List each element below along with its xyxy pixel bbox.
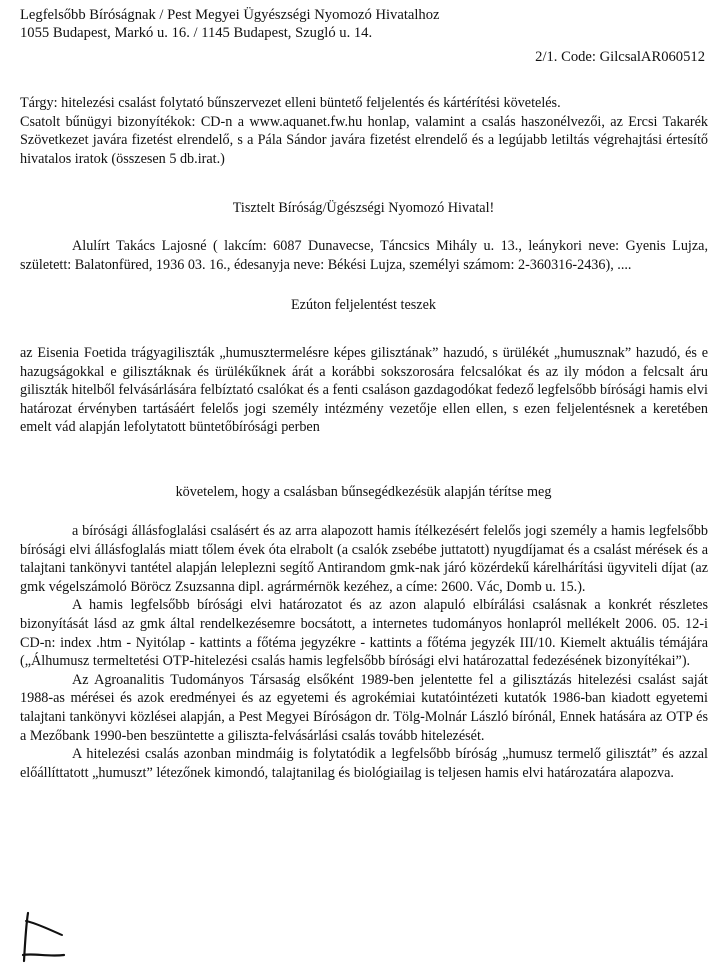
demand-paragraph: a bírósági állásfoglalási csalásért és az arra alapozott hamis ítélkezésért felelős jogi személy a hamis legfelsőbb bírósági elvi állásfoglalás miatt tőlem évek óta elrabolt (a csalók zsebébe juttatott) nyugdíjamat és a csalást mérések és a talajtani tankönyvi tantétel alapján leleplezni segítő Antirandom gmk-nak járó közérdekű kárelhárítási ügyviteli díjat (az gmk végelszámoló Böröcz Zsuzsanna dipl. agrármérnök kezéhez, a címe: 2600. Vác, Domb u. 15.).	[20, 523, 708, 595]
heading-demand: követelem, hogy a csalásban bűnsegédkezésük alapján térítse meg	[175, 484, 552, 500]
subject-block	[20, 94, 708, 168]
demand-block	[20, 522, 708, 782]
history-paragraph: Az Agroanalitis Tudományos Társaság elsőként 1989-ben jelentette fel a gilisztázás hitelezési csalást saját 1988-as mérései és azok eredményei és az egyetemi és agrokémiai kutatóintézeti kutatók 1986-ban kiadott egyetemi talajtani tankönyvi közlései alapján, a Pest Megyei Bíróságon dr. Tölg-Molnár László bírónál, Ennek hatására az OTP és a Mezőbank 1990-ben beszüntette a giliszta-felvásárlási csalás tovább hitelezését.	[20, 671, 708, 744]
intro-paragraph: Alulírt Takács Lajosné ( lakcím: 6087 Dunavecse, Táncsics Mihály u. 13., leánykori neve: Gyenis Lujza, született: Balatonfüred, 1936 03. 16., édesanyja neve: Békési Lujza, személyi számom: 2-360316-2436), ....	[20, 238, 708, 273]
salutation: Tisztelt Bíróság/Ügészségi Nyomozó Hivatal!	[232, 200, 495, 216]
signature-mark	[14, 905, 74, 965]
address-line: 1055 Budapest, Markó u. 16. / 1145 Budapest, Szugló u. 14.	[20, 25, 373, 41]
subject-line: Tárgy: hitelezési csalást folytató bűnszervezet elleni büntető feljelentés és kártérítési követelés.	[20, 95, 561, 111]
complaint-block	[20, 344, 708, 437]
addressee-line: Legfelsőbb Bíróságnak / Pest Megyei Ügyészségi Nyomozó Hivatalhoz	[20, 7, 440, 23]
intro-block	[20, 237, 708, 274]
heading-complaint: Ezúton feljelentést teszek	[291, 297, 436, 313]
document-code: 2/1. Code: GilcsalAR060512	[535, 49, 705, 65]
complaint-paragraph: az Eisenia Foetida trágyagiliszták „humusztermelésre képes gilisztának” hazudó, s ürülékét „humusznak” hazudó, és e hazugságokkal e gilisztáknak és ürülékűknek árát a korábbi sokszorosára felcsalókat és az ily módon a felcsalt áru giliszták hitelből felvásárlására felbíztató csalókat és a fenti csaláson gazdagodókat fedező legfelsőbb bírósági hamis elvi határozat érvényben tartásáért felelős jogi személy intézmény vezetője ellen ellen, s ezen feljelentésnek a keretében emelt vád alapján lefolytatott büntetőbírósági perben	[20, 345, 708, 436]
attachments-text: Csatolt bűnügyi bizonyítékok: CD-n a www.aquanet.fw.hu honlap, valamint a csalás haszonélvezői, az Ercsi Takarék Szövetkezet javára fizetést elrendelő, s a Pála Sándor javára fizetést elrendelő és a legújabb letiltás végrehajtási értesítő hivatalos iratok (összesen 5 db.irat.)	[20, 113, 708, 167]
evidence-paragraph: A hamis legfelsőbb bírósági elvi határozatot és az azon alapuló elbírálási csalásnak a konkrét részletes bizonyítását lásd az gmk által rendelkezésemre bocsátott, a internetes tudományos honlapról mellékelt 2006. 05. 12-i CD-n: index .htm - Nyitólap - kattints a főtéma jegyzékre - kattints a főtéma jegyzék III/10. Kiemelt aktuális témájára („Álhumusz termeltetési OTP-hitelezési csalás hamis legfelsőbb bírósági elvi határozattal fedezésének bizonyítékai”).	[20, 597, 708, 670]
conclusion-paragraph: A hitelezési csalás azonban mindmáig is folytatódik a legfelsőbb bíróság „humusz termelő gilisztát” és azzal előállíttatott „humuszt” létezőnek kimondó, talajtanilag és biológiailag is teljesen hamis elvi határozatára alapozva.	[20, 746, 708, 781]
